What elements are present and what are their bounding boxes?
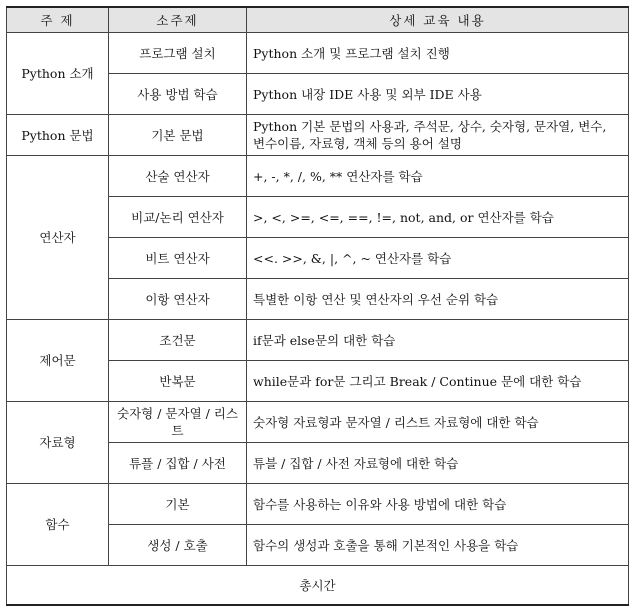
table-row: [7, 402, 629, 443]
table-header-row: [7, 7, 629, 33]
header-detail: 상세 교육 내용: [247, 7, 629, 33]
subtopic-cell: 기본 문법: [109, 115, 247, 156]
curriculum-table: [6, 6, 629, 606]
topic-cell: 연산자: [7, 156, 109, 320]
subtopic-cell: 튜플 / 집합 / 사전: [109, 443, 247, 484]
table-row: [7, 33, 629, 74]
table-row: [7, 115, 629, 156]
header-subtopic: 소주제: [109, 7, 247, 33]
detail-cell: if문과 else문의 대한 학습: [247, 320, 629, 361]
subtopic-cell: 비교/논리 연산자: [109, 197, 247, 238]
header-topic: 주 제: [7, 7, 109, 33]
table-row: [7, 484, 629, 525]
subtopic-cell: 조건문: [109, 320, 247, 361]
detail-cell: Python 내장 IDE 사용 및 외부 IDE 사용: [247, 74, 629, 115]
detail-cell: +, -, *, /, %, ** 연산자를 학습: [247, 156, 629, 197]
subtopic-cell: 반복문: [109, 361, 247, 402]
table-row: [7, 320, 629, 361]
topic-cell: 자료형: [7, 402, 109, 484]
detail-cell: 특별한 이항 연산 및 연산자의 우선 순위 학습: [247, 279, 629, 320]
subtopic-cell: 기본: [109, 484, 247, 525]
detail-cell: Python 기본 문법의 사용과, 주석문, 상수, 숫자형, 문자열, 변수, 변수이름, 자료형, 객체 등의 용어 설명: [247, 115, 629, 156]
detail-cell: while문과 for문 그리고 Break / Continue 문에 대한 학습: [247, 361, 629, 402]
subtopic-cell: 비트 연산자: [109, 238, 247, 279]
detail-cell: 숫자형 자료형과 문자열 / 리스트 자료형에 대한 학습: [247, 402, 629, 443]
subtopic-cell: 산술 연산자: [109, 156, 247, 197]
subtopic-cell: 생성 / 호출: [109, 525, 247, 566]
subtopic-cell: 사용 방법 학습: [109, 74, 247, 115]
detail-cell: <<. >>, &, |, ^, ~ 연산자를 학습: [247, 238, 629, 279]
total-label: 총시간: [7, 566, 629, 606]
topic-cell: 제어문: [7, 320, 109, 402]
detail-cell: Python 소개 및 프로그램 설치 진행: [247, 33, 629, 74]
detail-cell: 함수를 사용하는 이유와 사용 방법에 대한 학습: [247, 484, 629, 525]
subtopic-cell: 숫자형 / 문자열 / 리스트: [109, 402, 247, 443]
detail-cell: 튜블 / 집합 / 사전 자료형에 대한 학습: [247, 443, 629, 484]
topic-cell: 함수: [7, 484, 109, 566]
subtopic-cell: 프로그램 설치: [109, 33, 247, 74]
detail-cell: >, <, >=, <=, ==, !=, not, and, or 연산자를 학습: [247, 197, 629, 238]
subtopic-cell: 이항 연산자: [109, 279, 247, 320]
topic-cell: Python 소개: [7, 33, 109, 115]
table-row: [7, 156, 629, 197]
topic-cell: Python 문법: [7, 115, 109, 156]
detail-cell: 함수의 생성과 호출을 통해 기본적인 사용을 학습: [247, 525, 629, 566]
total-row: [7, 566, 629, 606]
